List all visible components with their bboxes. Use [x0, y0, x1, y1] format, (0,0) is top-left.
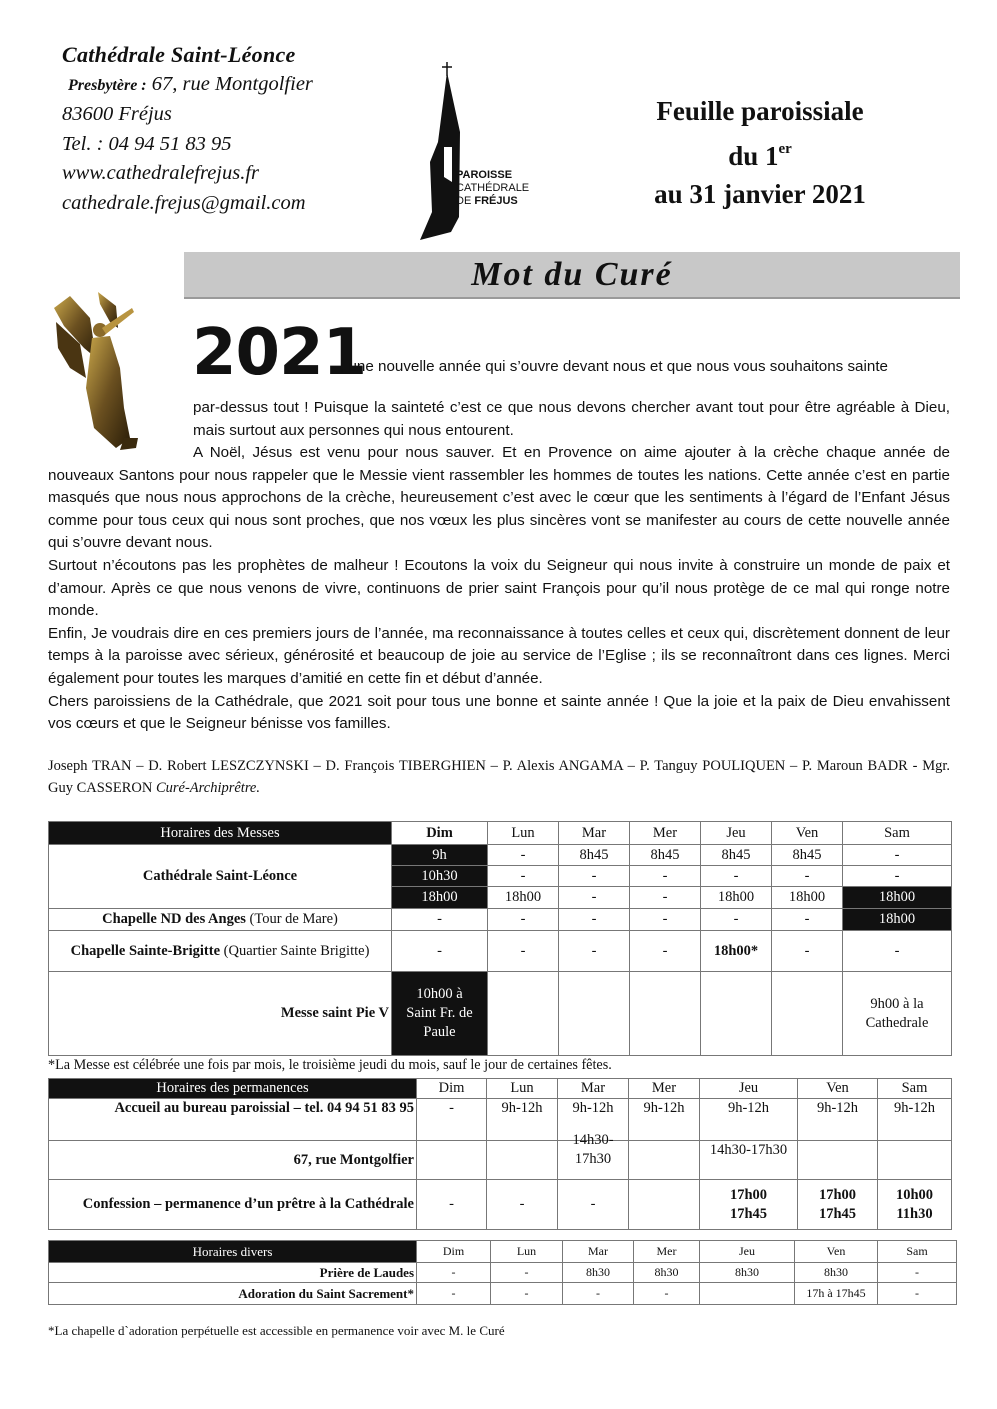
day-header: Mar [558, 1079, 629, 1099]
table-cell: 8h30 [634, 1263, 700, 1283]
day-header: Dim [417, 1079, 487, 1099]
table-cell: 17h00 17h45 [798, 1180, 878, 1230]
title-line-2 [610, 130, 910, 175]
table-cell: - [488, 909, 559, 931]
angel-trumpet-image [50, 288, 140, 458]
day-header: Jeu [700, 1241, 795, 1263]
table-cell [630, 972, 701, 1056]
day-header: Sam [843, 822, 952, 845]
table-cell [417, 1141, 487, 1180]
logo-line-2: CATHÉDRALE [456, 182, 530, 194]
piev-sam-cell: 9h00 à la Cathedrale [843, 972, 952, 1056]
logo-line-3b: FRÉJUS [474, 195, 518, 207]
brigitte-note: (Quartier Sainte Brigitte) [220, 942, 370, 959]
table-cell: - [559, 931, 630, 972]
cathedral-spire-icon [418, 62, 540, 242]
title-superscript: er [778, 141, 792, 157]
piev-label: Messe saint Pie V [49, 972, 392, 1056]
permanences-table [48, 1078, 952, 1230]
masses-header: Horaires des Messes [49, 822, 392, 845]
day-header: Mer [634, 1241, 700, 1263]
day-header: Ven [772, 822, 843, 845]
table-cell: - [392, 931, 488, 972]
table-cell: 18h00 [843, 887, 952, 909]
table-cell: - [558, 1180, 629, 1230]
priest-names: Joseph TRAN – D. Robert LESZCZYNSKI – D. François TIBERGHIEN – P. Alexis ANGAMA – P. Tanguy POULIQUEN – P. Maroun BADR - Mgr. Guy CASSERON [48, 758, 950, 796]
table-cell: - [488, 845, 559, 866]
signatures [48, 755, 950, 799]
signature-title: Curé-Archiprêtre. [155, 780, 260, 796]
anges-name: Chapelle ND des Anges [102, 911, 246, 927]
table-cell: - [630, 931, 701, 972]
big-year: 2021 [192, 316, 367, 390]
title-date-start: du 1 [728, 141, 779, 171]
email-link[interactable]: cathedrale.frejus@gmail.com [62, 191, 306, 214]
table-cell: - [491, 1283, 563, 1305]
table-cell: - [491, 1263, 563, 1283]
table-cell: 14h30-17h30 [558, 1131, 629, 1170]
section-banner [184, 252, 960, 299]
table-cell: - [563, 1283, 634, 1305]
anges-label [49, 909, 392, 931]
table-cell: 8h30 [563, 1263, 634, 1283]
table-cell: 8h30 [700, 1263, 795, 1283]
table-cell: 10h30 [392, 866, 488, 887]
table-cell: - [630, 909, 701, 931]
table-cell: - [488, 931, 559, 972]
table-cell [559, 972, 630, 1056]
table-cell: - [701, 909, 772, 931]
piev-dim-cell: 10h00 à Saint Fr. de Paule [392, 972, 488, 1056]
anges-note: (Tour de Mare) [245, 911, 338, 927]
table-cell: - [772, 931, 843, 972]
table-cell: 8h45 [772, 845, 843, 866]
divers-header: Horaires divers [49, 1241, 417, 1263]
day-header: Dim [392, 822, 488, 845]
permanences-header: Horaires des permanences [49, 1079, 417, 1099]
banner-title: Mot du Curé [471, 256, 673, 293]
table-cell: - [772, 909, 843, 931]
message-paragraph-2: A Noël, Jésus est venu pour nous sauver. Et en Provence on aime ajouter à la crèche chaque année de nouveaux Santons pour nous rappeler que le Messie vient rassembler les hommes de toutes les nations. Cette année c’est en partie masqués que nous nous approchons de la crèche, heureusement c’est avec le cœur que les sentiments à l’égard de l’Enfant Jésus comme pour tous ceux qui nous sont proches, que nos vœux les plus sincères vont se manifester au cours de cette nouvelle année qui s’ouvre devant nous. [48, 444, 950, 552]
day-header: Mar [559, 822, 630, 845]
day-header: Ven [798, 1079, 878, 1099]
table-cell: - [630, 866, 701, 887]
table-row [49, 845, 952, 866]
table-cell [700, 1283, 795, 1305]
table-cell: 9h-12h [558, 1099, 629, 1141]
table-cell: - [488, 866, 559, 887]
masses-header-row [49, 822, 952, 845]
table-cell: - [634, 1283, 700, 1305]
table-cell: 9h-12h [629, 1099, 700, 1141]
table-cell: 9h-12h [878, 1099, 952, 1141]
table-row [49, 1283, 957, 1305]
masses-footnote: *La Messe est célébrée une fois par mois, le troisième jeudi du mois, sauf le jour de certaines fêtes. [48, 1057, 612, 1073]
divers-footnote: *La chapelle d`adoration perpétuelle est accessible en permanence voir avec M. le Curé [48, 1323, 505, 1338]
day-header: Lun [491, 1241, 563, 1263]
message-first-line: , une nouvelle année qui s’ouvre devant nous et que nous vous souhaitons sainte [340, 358, 888, 375]
message-paragraph-4: Enfin, Je voudrais dire en ces premiers jours de l’année, ma reconnaissance à toutes celles et ceux qui, discrètement donnent de leur temps à la paroisse avec sérieux, générosité et beaucoup de joie au service de l’Eglise ; ils se reconnaîtront dans ces lignes. Merci également pour toutes les marques d’amitié en cette fin et début d’année. [48, 624, 950, 687]
table-cell: 18h00 [843, 909, 952, 931]
table-cell: 14h30-17h30 [700, 1131, 798, 1170]
table-row [49, 972, 952, 1056]
table-cell [701, 972, 772, 1056]
address: 67, rue Montgolfier [151, 72, 313, 95]
presbytery-label: Presbytère : [68, 76, 147, 94]
table-cell: - [630, 887, 701, 909]
city: 83600 Fréjus [62, 103, 172, 125]
day-header: Ven [795, 1241, 878, 1263]
table-cell: - [843, 931, 952, 972]
table-row [49, 931, 952, 972]
message-body [48, 442, 950, 736]
presbytery-line [62, 70, 402, 101]
table-cell: - [701, 866, 772, 887]
brigitte-name: Chapelle Sainte-Brigitte [70, 942, 221, 959]
table-cell: - [559, 909, 630, 931]
phone: Tel. : 04 94 51 83 95 [62, 132, 232, 155]
table-cell: 18h00 [772, 887, 843, 909]
day-header: Mer [629, 1079, 700, 1099]
angel-icon [50, 288, 140, 458]
table-row [49, 1141, 952, 1180]
table-cell: 18h00* [701, 931, 772, 972]
message-paragraph-3: Surtout n’écoutons pas les prophètes de malheur ! Ecoutons la voix du Seigneur qui nous invite à construire un monde de paix et d’amour. Après ce que nous venons de vivre, continuons de prier saint François pour qu’il nous protège de ce mal qui ronge notre monde. [48, 556, 950, 620]
table-cell: 18h00 [392, 887, 488, 909]
table-cell: 8h45 [701, 845, 772, 866]
table-cell: 8h45 [630, 845, 701, 866]
table-cell: 17h à 17h45 [795, 1283, 878, 1305]
table-cell: - [392, 909, 488, 931]
logo-line-3a: DE [456, 195, 475, 207]
table-cell: 9h-12h [798, 1099, 878, 1141]
day-header: Sam [878, 1241, 957, 1263]
logo-line-3 [456, 195, 518, 207]
day-header: Jeu [700, 1079, 798, 1099]
website-link[interactable]: www.cathedralefrejus.fr [62, 162, 260, 184]
table-row [49, 909, 952, 931]
accueil-address: 67, rue Montgolfier [49, 1141, 417, 1180]
table-cell: 8h45 [559, 845, 630, 866]
table-cell: 18h00 [488, 887, 559, 909]
table-cell: 9h [392, 845, 488, 866]
table-cell: - [843, 866, 952, 887]
table-cell: - [417, 1263, 491, 1283]
divers-table [48, 1240, 957, 1305]
table-row [49, 1180, 952, 1230]
permanences-header-row [49, 1079, 952, 1099]
logo-line-1: PAROISSE [456, 169, 513, 181]
parish-logo [418, 62, 540, 242]
table-cell: - [417, 1283, 491, 1305]
table-cell: 10h00 11h30 [878, 1180, 952, 1230]
day-header: Sam [878, 1079, 952, 1099]
laudes-label: Prière de Laudes [49, 1263, 417, 1283]
divers-header-row [49, 1241, 957, 1263]
adoration-label: Adoration du Saint Sacrement* [49, 1283, 417, 1305]
table-cell: 18h00 [701, 887, 772, 909]
day-header: Dim [417, 1241, 491, 1263]
day-header: Lun [488, 822, 559, 845]
confession-label: Confession – permanence d’un prêtre à la Cathédrale [49, 1180, 417, 1230]
table-cell: - [878, 1283, 957, 1305]
day-header: Mer [630, 822, 701, 845]
title-line-3: au 31 janvier 2021 [654, 179, 866, 209]
table-cell: - [843, 845, 952, 866]
table-cell [798, 1141, 878, 1180]
table-cell [878, 1141, 952, 1180]
table-cell: - [417, 1099, 487, 1141]
table-cell: 17h00 17h45 [700, 1180, 798, 1230]
accueil-label: Accueil au bureau paroissial – tel. 04 94 51 83 95 [49, 1099, 417, 1141]
table-cell: 9h-12h [700, 1099, 798, 1141]
table-cell: - [878, 1263, 957, 1283]
table-cell: 8h30 [795, 1263, 878, 1283]
table-cell [488, 972, 559, 1056]
sheet-title [610, 92, 910, 213]
table-cell: 9h-12h [487, 1099, 558, 1141]
day-header: Mar [563, 1241, 634, 1263]
brigitte-label [49, 931, 392, 972]
day-header: Lun [487, 1079, 558, 1099]
table-cell [772, 972, 843, 1056]
cathedral-label: Cathédrale Saint-Léonce [49, 845, 392, 909]
table-cell [629, 1141, 700, 1180]
contact-block [62, 40, 402, 218]
table-cell: - [559, 866, 630, 887]
day-header: Jeu [701, 822, 772, 845]
message-paragraph-1: par-dessus tout ! Puisque la sainteté c’est ce que nous devons chercher avant tout pour être agréable à Dieu, mais surtout aux personnes qui nous entourent. [193, 399, 950, 439]
table-cell: - [559, 887, 630, 909]
table-cell: - [487, 1180, 558, 1230]
table-cell: - [417, 1180, 487, 1230]
parish-name: Cathédrale Saint-Léonce [62, 42, 296, 67]
table-cell: - [772, 866, 843, 887]
table-row [49, 1263, 957, 1283]
table-cell [629, 1180, 700, 1230]
message-paragraph-5: Chers paroissiens de la Cathédrale, que 2021 soit pour tous une bonne et sainte année ! Que la joie et la paix de Dieu envahissent vos cœurs et que le Seigneur bénisse vos familles. [48, 692, 950, 733]
title-line-1: Feuille paroissiale [656, 96, 864, 126]
masses-table [48, 821, 952, 1056]
table-cell [487, 1141, 558, 1180]
table-row [49, 1099, 952, 1141]
